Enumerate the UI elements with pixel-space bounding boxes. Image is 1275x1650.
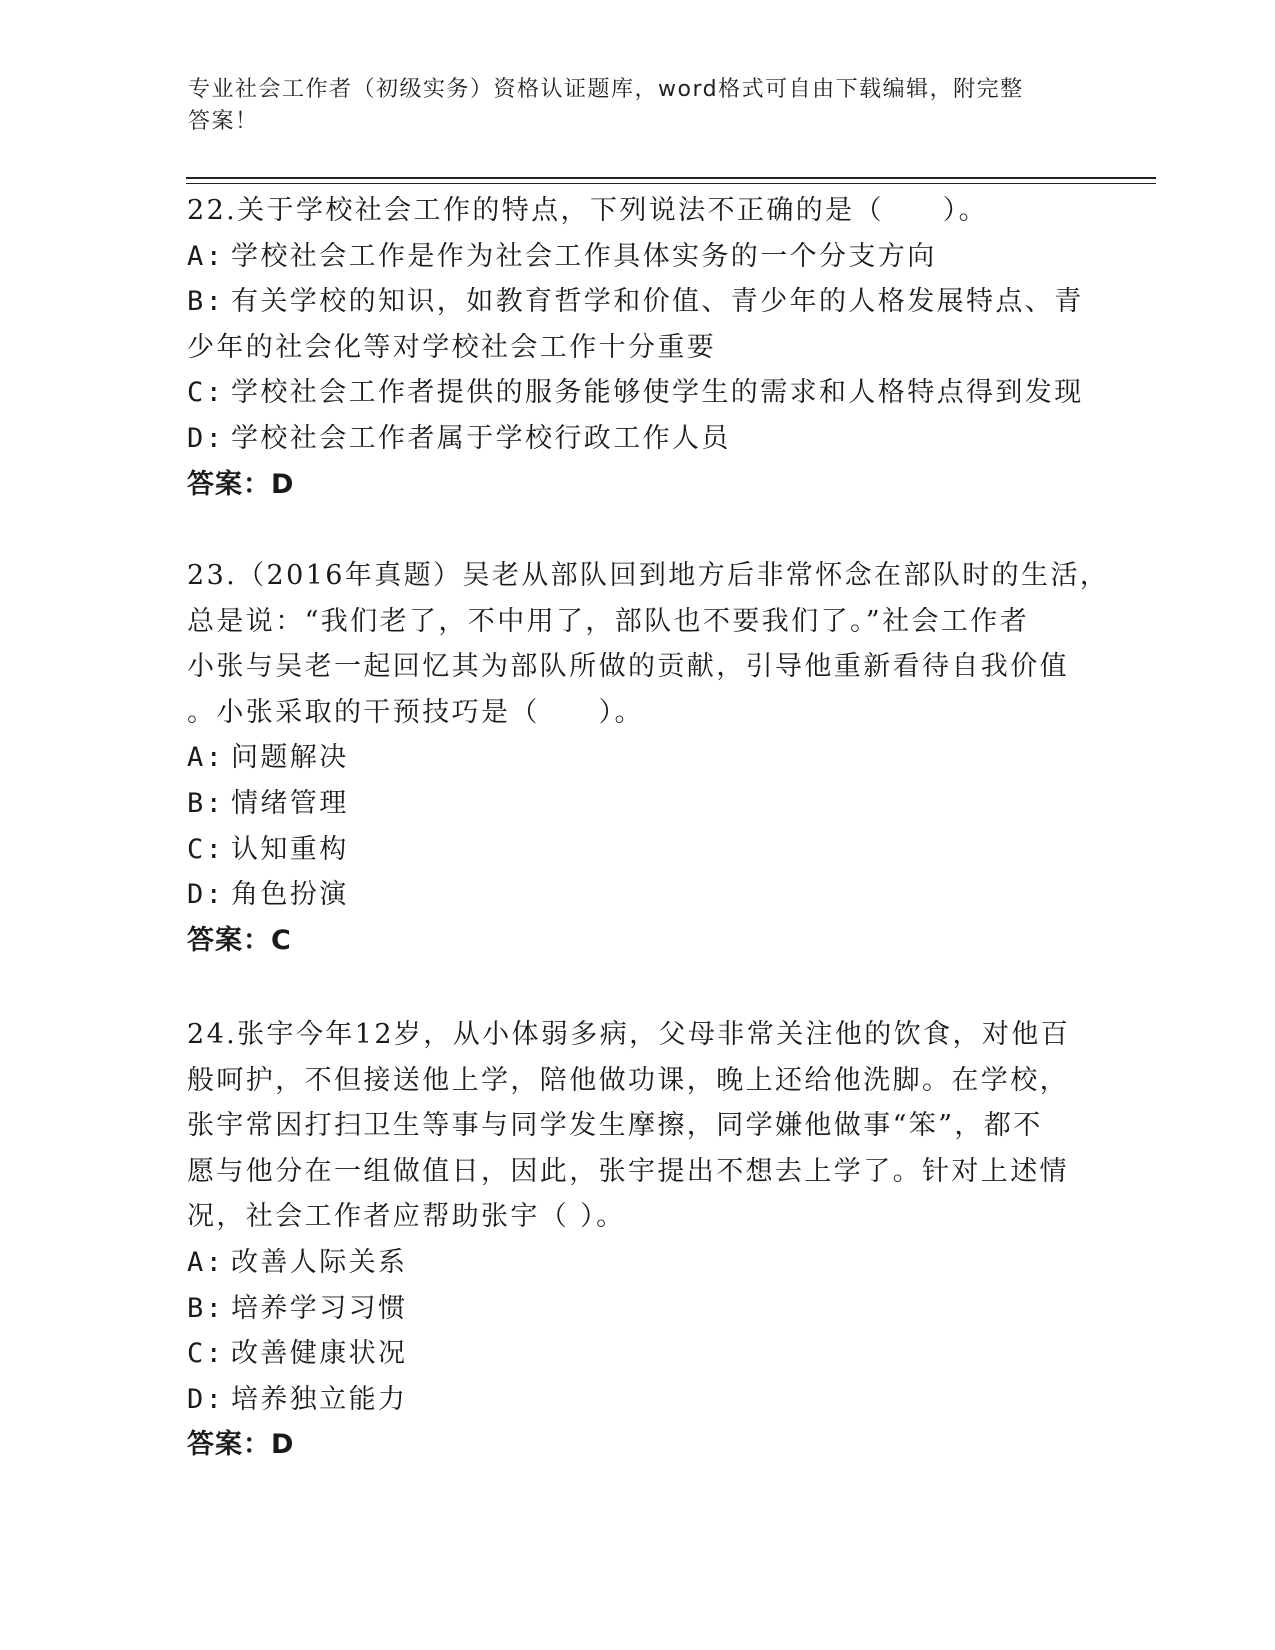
question-stem: 23.（2016年真题）吴老从部队回到地方后非常怀念在部队时的生活，	[187, 560, 1110, 591]
answer-line: 答案：D	[187, 468, 295, 500]
option-b	[187, 279, 1084, 325]
option-c	[187, 827, 1077, 873]
option-text: 培养学习习惯	[231, 1292, 408, 1324]
option-text: 情绪管理	[231, 787, 349, 819]
header-divider-thick	[186, 177, 1156, 179]
answer-line: 答案：C	[187, 924, 292, 956]
option-text: 学校社会工作者属于学校行政工作人员	[231, 422, 731, 454]
question-stem: 22.关于学校社会工作的特点，下列说法不正确的是（ ）。	[187, 195, 989, 226]
option-a	[187, 1240, 1077, 1286]
question-stem: 小张与吴老一起回忆其为部队所做的贡献，引导他重新看待自我价值	[187, 651, 1069, 683]
option-key: D:	[187, 422, 225, 454]
option-key: A:	[187, 1246, 225, 1278]
option-key: A:	[187, 240, 225, 272]
option-text: 有关学校的知识，如教育哲学和价值、青少年的人格发展特点、青	[231, 286, 1084, 318]
option-b-continued: 少年的社会化等对学校社会工作十分重要	[187, 331, 717, 363]
document-header	[188, 74, 1068, 138]
option-key: B:	[187, 1292, 225, 1324]
option-text: 认知重构	[231, 833, 349, 865]
option-text: 问题解决	[231, 742, 349, 774]
option-c	[187, 370, 1084, 416]
option-key: D:	[187, 1383, 225, 1415]
option-text: 改善人际关系	[231, 1246, 408, 1278]
question-stem: 况，社会工作者应帮助张宇（ ）。	[187, 1201, 626, 1233]
option-a	[187, 735, 1077, 781]
option-key: C:	[187, 377, 225, 409]
option-key: B:	[187, 286, 225, 318]
question-stem: 愿与他分在一组做值日，因此，张宇提出不想去上学了。针对上述情	[187, 1155, 1069, 1187]
option-key: C:	[187, 1338, 225, 1370]
option-key: A:	[187, 742, 225, 774]
option-d	[187, 416, 1077, 462]
option-text: 改善健康状况	[231, 1338, 408, 1370]
option-key: D:	[187, 879, 225, 911]
question-stem: 张宇常因打扫卫生等事与同学发生摩擦，同学嫌他做事“笨”，都不	[187, 1110, 1043, 1142]
option-b	[187, 1286, 1077, 1332]
question-23	[187, 553, 1110, 963]
option-b	[187, 781, 1077, 827]
option-text: 角色扮演	[231, 879, 349, 911]
question-24	[187, 1012, 1077, 1468]
option-text: 培养独立能力	[231, 1383, 408, 1415]
question-stem: 总是说：“我们老了，不中用了，部队也不要我们了。”社会工作者	[187, 605, 1030, 637]
option-key: B:	[187, 787, 225, 819]
question-22	[187, 188, 1084, 507]
header-line-1: 专业社会工作者（初级实务）资格认证题库，word格式可自由下载编辑，附完整	[188, 77, 1024, 102]
answer-line: 答案：D	[187, 1429, 295, 1461]
option-d	[187, 1377, 1077, 1423]
option-c	[187, 1331, 1077, 1377]
option-a	[187, 234, 1077, 280]
header-divider-thin	[186, 183, 1156, 184]
option-text: 学校社会工作是作为社会工作具体实务的一个分支方向	[231, 240, 937, 272]
question-stem: 。小张采取的干预技巧是（ ）。	[187, 696, 644, 728]
option-text: 学校社会工作者提供的服务能够使学生的需求和人格特点得到发现	[231, 377, 1084, 409]
header-line-2: 答案！	[188, 109, 259, 134]
question-stem: 24.张宇今年12岁，从小体弱多病，父母非常关注他的饮食，对他百	[187, 1019, 1071, 1050]
option-d	[187, 872, 1077, 918]
option-key: C:	[187, 833, 225, 865]
question-stem: 般呵护，不但接送他上学，陪他做功课，晚上还给他洗脚。在学校，	[187, 1064, 1069, 1096]
